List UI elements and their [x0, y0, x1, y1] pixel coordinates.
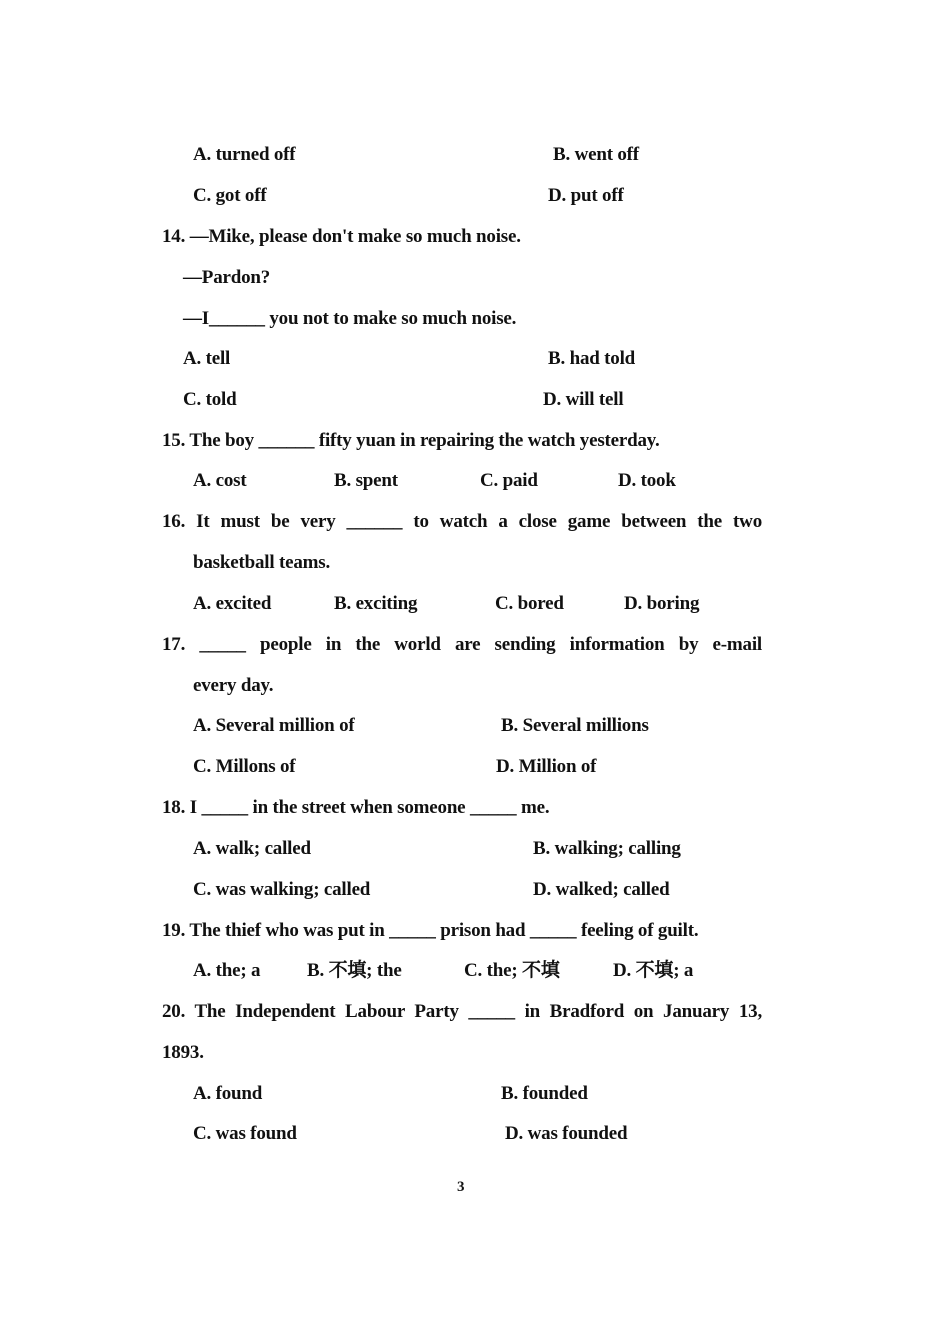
q16-option-a: A. excited — [193, 593, 272, 614]
q20-option-c: C. was found — [193, 1123, 297, 1144]
q19-option-d: D. 不填; a — [613, 960, 694, 981]
q20-stem: 20. The Independent Labour Party _____ in Bradford on January 13, — [162, 1001, 762, 1022]
q14-option-d: D. will tell — [543, 389, 624, 410]
q13-option-c: C. got off — [193, 185, 267, 206]
q19-option-c: C. the; 不填 — [464, 960, 560, 981]
q14-option-c: C. told — [183, 389, 237, 410]
q18-option-a: A. walk; called — [193, 838, 311, 859]
q16-option-b: B. exciting — [334, 593, 418, 614]
q19-option-a: A. the; a — [193, 960, 261, 981]
q17-option-c: C. Millons of — [193, 756, 296, 777]
q15-stem: 15. The boy ______ fifty yuan in repairing the watch yesterday. — [162, 430, 660, 451]
q13-option-b: B. went off — [553, 144, 639, 165]
q15-option-c: C. paid — [480, 470, 538, 491]
q14-stem: 14. —Mike, please don't make so much noise. — [162, 226, 521, 247]
q17-option-a: A. Several million of — [193, 715, 355, 736]
q20-option-a: A. found — [193, 1083, 263, 1104]
q15-option-d: D. took — [618, 470, 676, 491]
q17-option-d: D. Million of — [496, 756, 597, 777]
q14-line3: —I______ you not to make so much noise. — [183, 308, 517, 329]
q18-option-c: C. was walking; called — [193, 879, 371, 900]
q16-option-c: C. bored — [495, 593, 564, 614]
q20-option-d: D. was founded — [505, 1123, 628, 1144]
q16-option-d: D. boring — [624, 593, 700, 614]
q20-stem-continued: 1893. — [162, 1042, 204, 1063]
q18-option-d: D. walked; called — [533, 879, 670, 900]
q17-stem: 17. _____ people in the world are sending information by e-mail — [162, 634, 762, 655]
q17-stem-continued: every day. — [193, 675, 274, 696]
q16-stem-continued: basketball teams. — [193, 552, 330, 573]
q14-option-b: B. had told — [548, 348, 636, 369]
q18-option-b: B. walking; calling — [533, 838, 681, 859]
page-number: 3 — [457, 1179, 465, 1195]
q14-line2: —Pardon? — [183, 267, 271, 288]
q18-stem: 18. I _____ in the street when someone _____ me. — [162, 797, 550, 818]
q14-option-a: A. tell — [183, 348, 231, 369]
q16-stem: 16. It must be very ______ to watch a close game between the two — [162, 511, 762, 532]
q20-option-b: B. founded — [501, 1083, 588, 1104]
q17-option-b: B. Several millions — [501, 715, 649, 736]
q13-option-d: D. put off — [548, 185, 624, 206]
q19-option-b: B. 不填; the — [307, 960, 402, 981]
q13-option-a: A. turned off — [193, 144, 296, 165]
q15-option-b: B. spent — [334, 470, 398, 491]
q15-option-a: A. cost — [193, 470, 247, 491]
q19-stem: 19. The thief who was put in _____ prison had _____ feeling of guilt. — [162, 920, 699, 941]
